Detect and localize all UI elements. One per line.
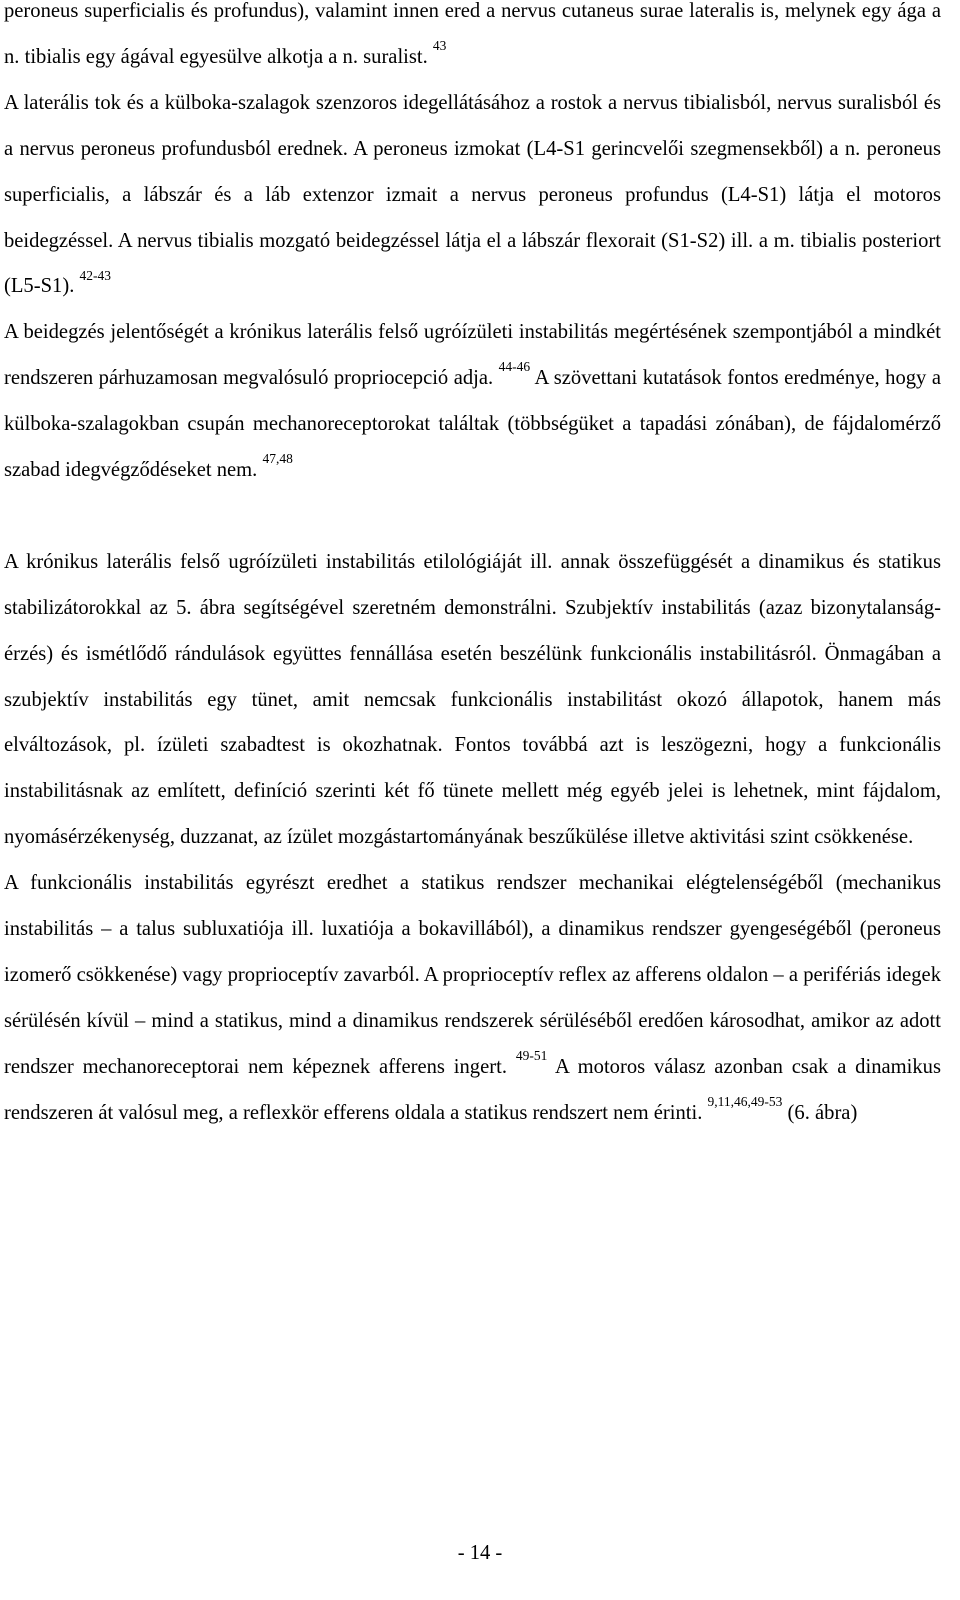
- citation-superscript: 44-46: [498, 359, 531, 375]
- citation-superscript: 43: [432, 38, 447, 54]
- citation-superscript: 49-51: [515, 1047, 548, 1063]
- body-paragraph: [4, 0, 941, 494]
- text-run: (6. ábra): [782, 1101, 858, 1124]
- text-run: A szövettani kutatások fontos eredménye, hogy a külboka-szalagokban csupán mechanoreceptorokat találtak (többségüket a tapadási zónában), de fájdalomérző szabad idegvégződéseket nem.: [4, 367, 941, 482]
- text-run: A krónikus laterális felső ugróízületi instabilitás etilológiáját ill. annak összefüggését a dinamikus és statikus stabilizátorokkal az 5. ábra segítségével szeretném demonstrálni. Szubjektív instabilitás (azaz bizonytalanság-érzés) és ismétlődő rándulások együttes fennállása esetén beszélünk funkcionális instabilitásról. Önmagában a szubjektív instabilitás egy tünet, amit nemcsak funkcionális instabilitást okozó állapotok, hanem más elváltozások, pl. ízületi szabadtest is okozhatnak. Fontos továbbá azt is leszögezni, hogy a funkcionális instabilitásnak az említett, definíció szerinti két fő tünete mellett még egyéb jelei is lehetnek, mint fájdalom, nyomásérzékenység, duzzanat, az ízület mozgástartományának beszűkülése illetve aktivitási szint csökkenése.: [4, 550, 941, 849]
- text-run: peroneus superficialis és profundus), valamint innen ered a nervus cutaneus surae lateralis is, melynek egy ága a n. tibialis egy ágával egyesülve alkotja a n. suralist.: [4, 0, 941, 68]
- citation-superscript: 42-43: [79, 267, 111, 283]
- body-paragraph: [4, 540, 941, 1137]
- document-page: [4, 0, 941, 1137]
- text-run: A funkcionális instabilitás egyrészt eredhet a statikus rendszer mechanikai elégtelenségéből (mechanikus instabilitás – a talus subluxatiója ill. luxatiója a bokavillából), a dinamikus rendszer gyengeségéből (peroneus izomerő csökkenése) vagy proprioceptív zavarból. A proprioceptív reflex az afferens oldalon – a perifériás idegek sérülésén kívül – mind a statikus, mind a dinamikus rendszerek sérüléséből eredően károsodhat, amikor az adott rendszer mechanoreceptorai nem képeznek afferens ingert.: [4, 872, 941, 1078]
- text-run: A motoros válasz azonban csak a dinamikus rendszeren át valósul meg, a reflexkör efferens oldala a statikus rendszert nem érinti.: [4, 1055, 941, 1124]
- citation-superscript: 47,48: [262, 451, 293, 467]
- paragraph-gap: [4, 494, 941, 540]
- page-number: - 14 -: [457, 1542, 503, 1564]
- text-run: A beidegzés jelentőségét a krónikus laterális felső ugróízületi instabilitás megértésének szempontjából a mindkét rendszeren párhuzamosan megvalósuló propriocepció adja.: [4, 321, 941, 390]
- citation-superscript: 9,11,46,49-53: [707, 1093, 783, 1109]
- text-run: A laterális tok és a külboka-szalagok szenzoros idegellátásához a rostok a nervus tibialisból, nervus suralisból és a nervus peroneus profundusból erednek. A peroneus izmokat (L4-S1 gerincvelői szegmensekből) a n. peroneus superficialis, a lábszár és a láb extenzor izmait a nervus peroneus profundus (L4-S1) látja el motoros beidegzéssel. A nervus tibialis mozgató beidegzéssel látja el a lábszár flexorait (S1-S2) ill. a m. tibialis posteriort (L5-S1).: [4, 91, 941, 298]
